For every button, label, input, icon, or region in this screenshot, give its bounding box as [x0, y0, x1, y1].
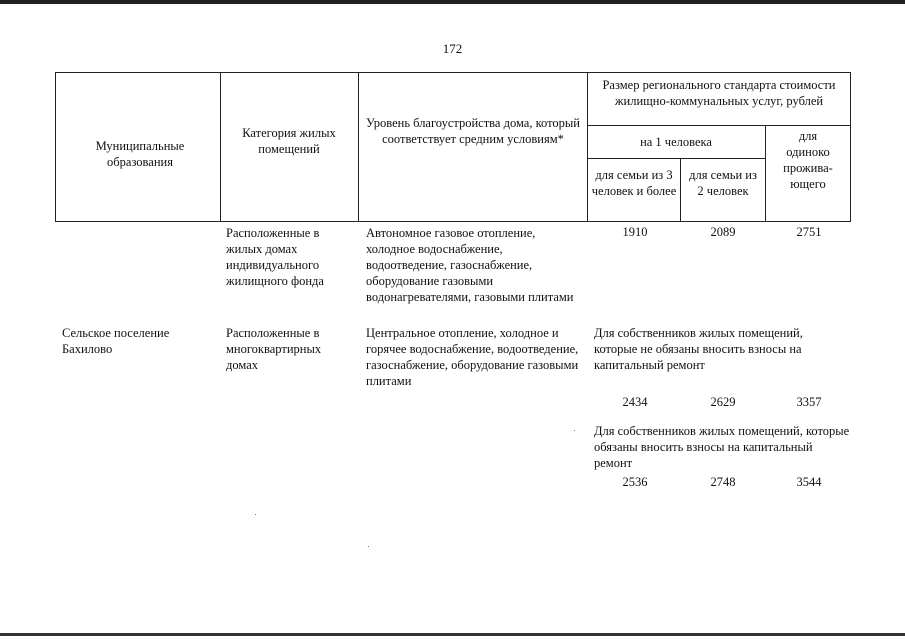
row2-amenities: Центральное отопление, холодное и горячее водоснабжение, водоотведение, газоснабжение, оборудование газовыми плитами [366, 326, 579, 388]
scan-speck [574, 430, 575, 431]
col-line-right [850, 72, 851, 222]
row2-b-value-single: 3544 [796, 475, 822, 489]
col-line-5 [765, 125, 766, 222]
bottom-border [0, 633, 905, 636]
header-municipality: Муниципальные образования [95, 139, 185, 169]
page-number: 172 [442, 41, 463, 56]
col-line-3 [587, 72, 588, 222]
header-family-3: для семьи из 3 человек и более [591, 168, 677, 198]
row2-a-value-single: 3357 [796, 395, 822, 409]
header-standard-size: Размер регионального стандарта стоимости жилищно-коммунальных услуг, рублей [602, 78, 836, 108]
row2-note-a: Для собственников жилых помещений, которые не обязаны вносить взносы на капитальный ремонт [594, 326, 803, 372]
col-line-1 [220, 72, 221, 222]
header-family-2: для семьи из 2 человек [689, 168, 757, 198]
row2-a-value-family3: 2434 [622, 395, 648, 409]
header-category: Категория жилых помещений [242, 126, 336, 156]
header-single: для одиноко прожива-ющего [783, 129, 833, 191]
row1-value-single: 2751 [796, 225, 822, 239]
scan-speck [255, 514, 256, 515]
row2-b-value-family3: 2536 [622, 475, 648, 489]
header-subdivider-line-2 [587, 158, 765, 159]
row2-category: Расположенные в многоквартирных домах [226, 326, 322, 372]
table-header-bottom-line [55, 221, 851, 222]
row1-amenities: Автономное газовое отопление, холодное водоснабжение, водоотведение, газоснабжение, оборудование газовыми водонагревателями, газовыми плитами [366, 226, 574, 304]
header-per-person: на 1 человека [640, 135, 712, 149]
row1-category: Расположенные в жилых домах индивидуального жилищного фонда [226, 226, 324, 288]
top-border [0, 0, 905, 4]
col-line-left [55, 72, 56, 222]
header-amenities: Уровень благоустройства дома, который соответствует средним условиям* [366, 116, 580, 146]
row2-b-value-family2: 2748 [710, 475, 736, 489]
col-line-4 [680, 158, 681, 222]
header-subdivider-line [587, 125, 851, 126]
row2-a-value-family2: 2629 [710, 395, 736, 409]
row1-value-family3: 1910 [622, 225, 648, 239]
table-top-line [55, 72, 851, 73]
row1-value-family2: 2089 [710, 225, 736, 239]
scan-speck [368, 546, 369, 547]
col-line-2 [358, 72, 359, 222]
row2-note-b: Для собственников жилых помещений, которые обязаны вносить взносы на капитальный ремонт [594, 424, 850, 470]
row2-municipality: Сельское поселение Бахилово [62, 326, 170, 356]
